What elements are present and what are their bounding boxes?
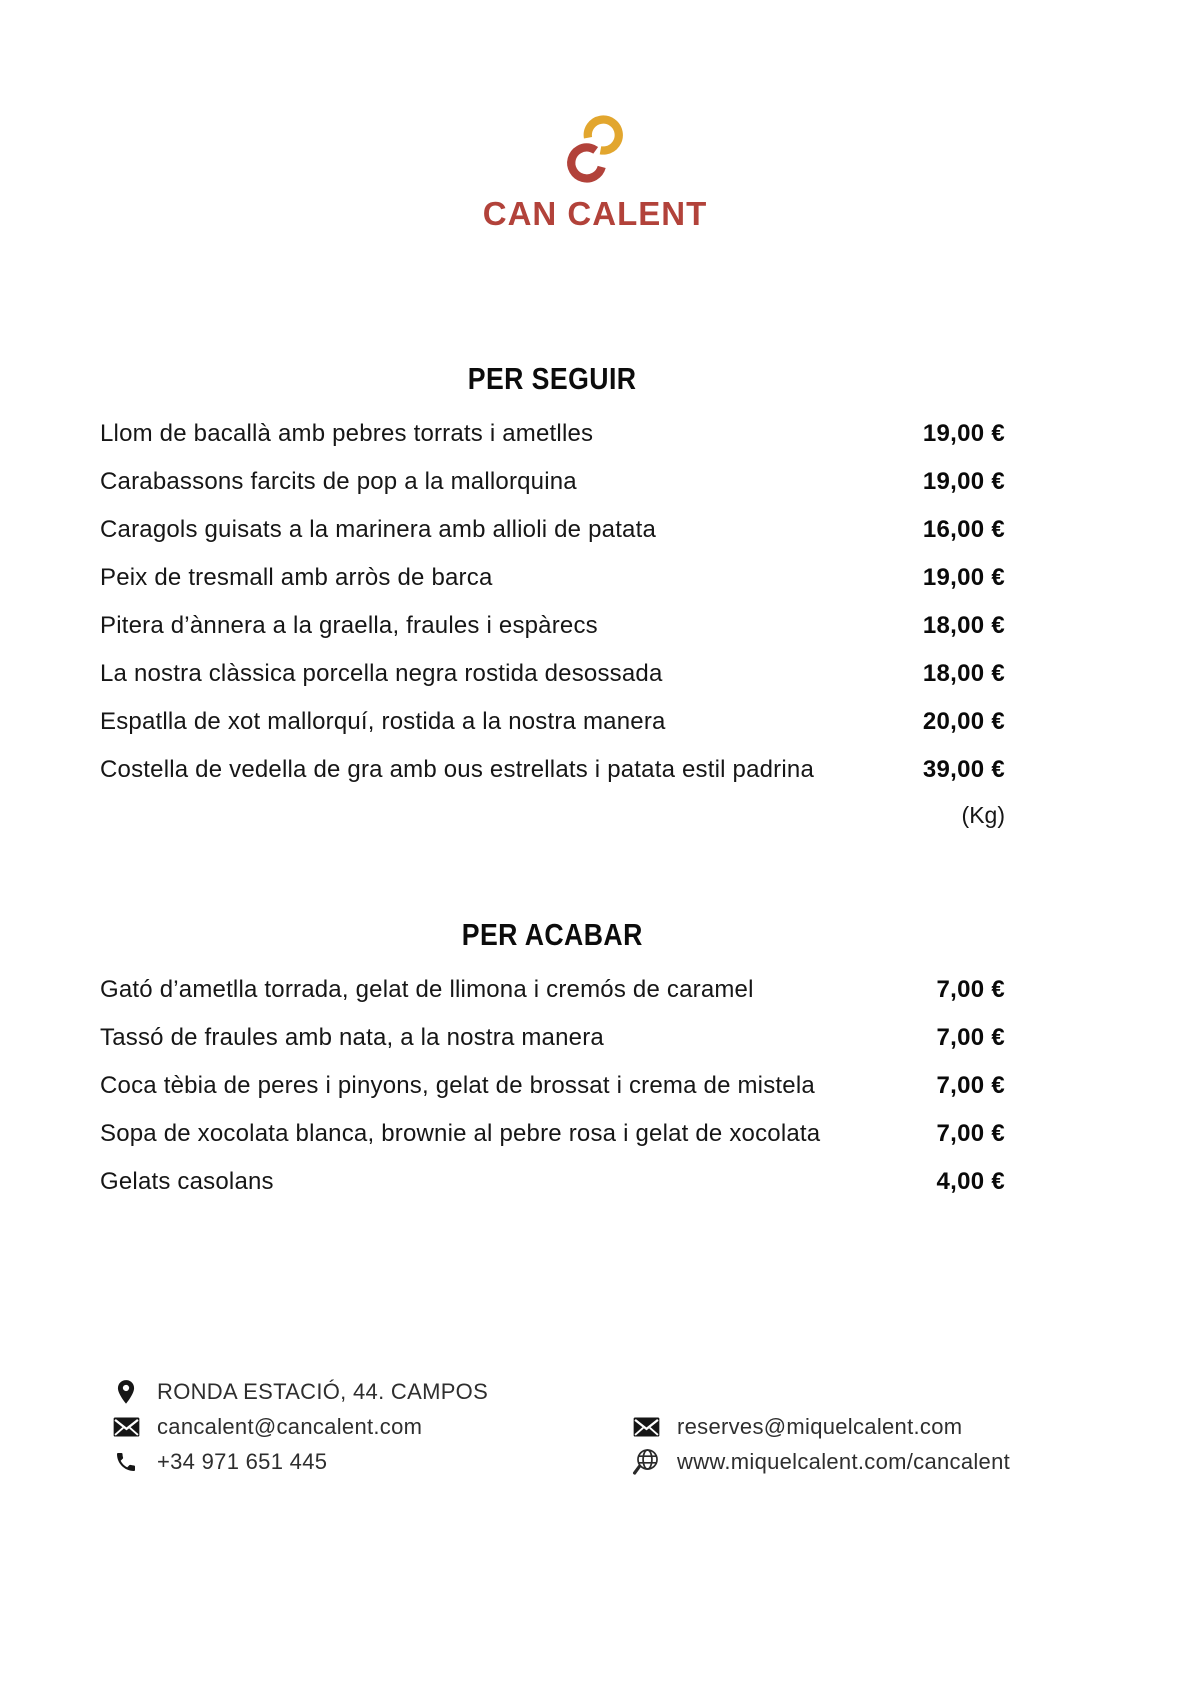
item-name: Sopa de xocolata blanca, brownie al pebre rosa i gelat de xocolata [100, 1120, 821, 1147]
menu-items [100, 966, 1005, 1206]
item-price: 19,00 € [922, 564, 1005, 591]
item-name: Tassó de fraules amb nata, a la nostra manera [100, 1024, 604, 1051]
phone-icon [110, 1450, 142, 1474]
location-pin-icon [110, 1378, 142, 1406]
item-name: Espatlla de xot mallorquí, rostida a la nostra manera [100, 708, 666, 735]
footer-contact-left [110, 1374, 488, 1479]
menu-item [100, 410, 1005, 458]
item-name: Llom de bacallà amb pebres torrats i ametlles [100, 420, 594, 447]
envelope-icon [630, 1417, 662, 1437]
menu-item [100, 554, 1005, 602]
section-title-text: PER ACABAR [461, 917, 644, 952]
menu-item [100, 1158, 1005, 1206]
reservations-email-row [630, 1409, 1010, 1444]
menu-item [100, 746, 1005, 794]
phone-row [110, 1444, 488, 1479]
menu-items [100, 410, 1005, 836]
menu-item [100, 1014, 1005, 1062]
item-price: 18,00 € [922, 612, 1005, 639]
item-price: 19,00 € [922, 468, 1005, 495]
item-name: La nostra clàssica porcella negra rostida desossada [100, 660, 663, 687]
menu-item [100, 650, 1005, 698]
logo-mark-icon [564, 110, 626, 188]
item-price: 4,00 € [936, 1168, 1005, 1195]
item-price: 7,00 € [936, 976, 1005, 1003]
menu-item [100, 506, 1005, 554]
section-per-seguir [100, 362, 1005, 836]
email-text: cancalent@cancalent.com [157, 1413, 423, 1439]
item-name: Coca tèbia de peres i pinyons, gelat de brossat i crema de mistela [100, 1072, 815, 1099]
logo [0, 110, 1190, 233]
item-name: Carabassons farcits de pop a la mallorquina [100, 468, 577, 495]
menu-item [100, 966, 1005, 1014]
item-name: Gató d’ametlla torrada, gelat de llimona i cremós de caramel [100, 976, 754, 1003]
email-row [110, 1409, 488, 1444]
menu-item [100, 1062, 1005, 1110]
menu-item [100, 602, 1005, 650]
item-name: Peix de tresmall amb arròs de barca [100, 564, 493, 591]
item-name: Gelats casolans [100, 1168, 274, 1195]
item-price: 20,00 € [922, 708, 1005, 735]
address-row [110, 1374, 488, 1409]
brand-name: CAN CALENT [482, 195, 708, 232]
section-title [100, 362, 1005, 396]
item-name: Costella de vedella de gra amb ous estrellats i patata estil padrina [100, 756, 815, 783]
item-price: 16,00 € [922, 516, 1005, 543]
website-text: www.miquelcalent.com/cancalent [677, 1448, 1011, 1474]
phone-text: +34 971 651 445 [157, 1448, 328, 1474]
item-name: Pitera d’ànnera a la graella, fraules i espàrecs [100, 612, 598, 639]
section-title-text: PER SEGUIR [468, 361, 637, 396]
address-text: RONDA ESTACIÓ, 44. CAMPOS [157, 1378, 489, 1404]
item-price: 7,00 € [936, 1072, 1005, 1099]
item-price: 19,00 € [922, 420, 1005, 447]
menu-item [100, 698, 1005, 746]
item-price: 7,00 € [936, 1120, 1005, 1147]
footer-contact-right [630, 1409, 1010, 1479]
item-price: 39,00 € [922, 756, 1005, 783]
menu-item [100, 458, 1005, 506]
globe-search-icon [630, 1447, 662, 1477]
item-price: 18,00 € [922, 660, 1005, 687]
section-title [100, 918, 1005, 952]
reservations-email-text: reserves@miquelcalent.com [677, 1413, 963, 1439]
item-price: 7,00 € [936, 1024, 1005, 1051]
section-per-acabar [100, 918, 1005, 1206]
envelope-icon [110, 1417, 142, 1437]
website-row [630, 1444, 1010, 1479]
price-unit-note: (Kg) [961, 801, 1005, 828]
item-name: Caragols guisats a la marinera amb allioli de patata [100, 516, 657, 543]
menu-item [100, 1110, 1005, 1158]
